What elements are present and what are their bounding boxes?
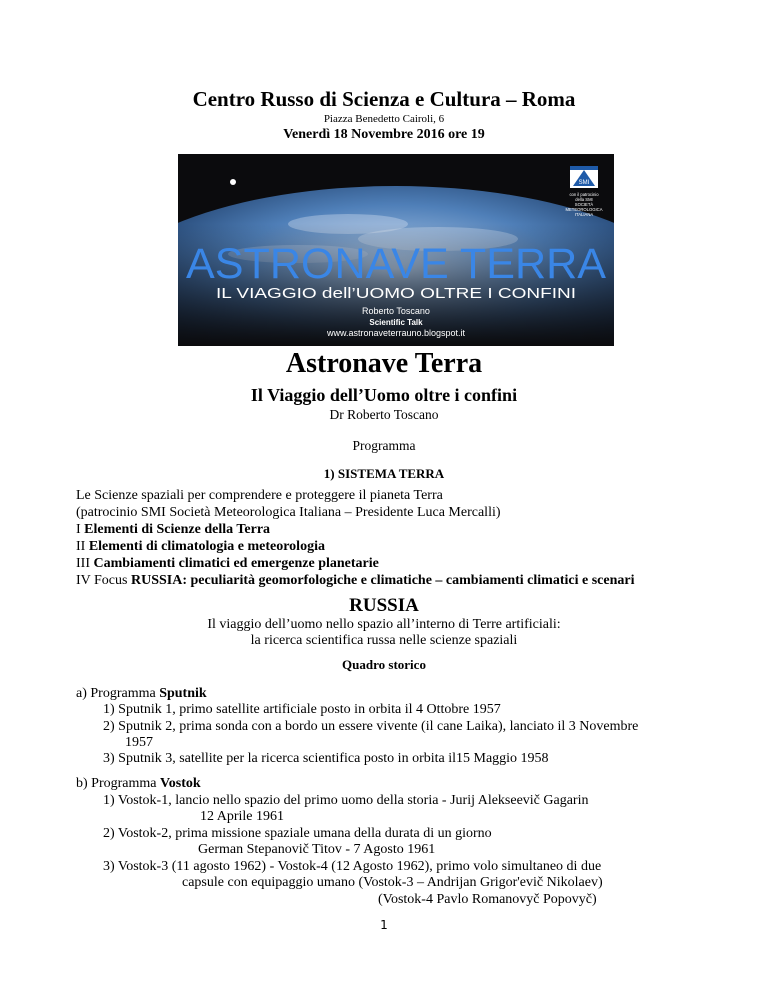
line-text: I (76, 522, 85, 537)
vostok-item-continuation: 12 Aprile 1961 (200, 809, 284, 824)
label-bold: Vostok (159, 776, 201, 791)
vostok-program-label (76, 775, 201, 792)
programma-label: Programma (352, 438, 416, 453)
banner-speaker: Roberto Toscano (362, 306, 430, 316)
address-line: Piazza Benedetto Cairoli, 6 (323, 113, 445, 125)
label-text: b) Programma (76, 776, 160, 791)
banner-url: www.astronaveterrauno.blogspot.it (326, 328, 466, 338)
smi-logo-caption-line: con il patrocinio (569, 192, 599, 197)
line-bold: Elementi di climatologia e meteorologia (88, 539, 325, 554)
russia-intro-line-1: Il viaggio dell’uomo nello spazio all’interno di Terre artificiali: (207, 617, 561, 632)
page-number: 1 (380, 918, 388, 932)
sputnik-item: 1) Sputnik 1, primo satellite artificiale posto in orbita il 4 Ottobre 1957 (103, 702, 501, 717)
event-date: Venerdì 18 Novembre 2016 ore 19 (283, 127, 485, 142)
document-subtitle: Il Viaggio dell’Uomo oltre i confini (250, 385, 518, 405)
sputnik-program-label (76, 685, 207, 702)
line-bold: Elementi di Scienze della Terra (84, 522, 271, 537)
line-text: (patrocinio SMI Società Meteorologica Italiana – Presidente Luca Mercalli) (76, 505, 501, 520)
vostok-item-continuation: German Stepanovič Titov - 7 Agosto 1961 (198, 842, 436, 857)
russia-intro-line-2: la ricerca scientifica russa nelle scienze spaziali (250, 633, 518, 648)
section1-line (76, 555, 634, 572)
vostok-item: 3) Vostok-3 (11 agosto 1962) - Vostok-4 (12 Agosto 1962), primo volo simultaneo di due (103, 859, 602, 874)
label-text: a) Programma (76, 686, 160, 701)
quadro-storico-heading: Quadro storico (342, 657, 426, 672)
author-line: Dr Roberto Toscano (329, 407, 439, 422)
vostok-item: 2) Vostok-2, prima missione spaziale umana della durata di un giorno (103, 826, 492, 841)
section1-line (76, 487, 634, 504)
line-text: IV Focus (76, 573, 131, 588)
smi-logo-caption-line: SOCIETÀ (574, 202, 594, 207)
sputnik-item-continuation: 1957 (125, 735, 153, 750)
section1-lines (76, 487, 634, 589)
smi-logo-caption-line: della SMI (575, 197, 593, 202)
document-title: Astronave Terra (285, 348, 483, 379)
banner-title: ASTRONAVE TERRA (186, 240, 607, 288)
section-heading-sistema-terra: 1) SISTEMA TERRA (323, 466, 445, 481)
smi-logo-caption-line: METEOROLOGICA (565, 207, 603, 212)
line-text: III (76, 556, 94, 571)
russia-heading: RUSSIA (349, 595, 419, 616)
banner-talk: Scientific Talk (369, 318, 423, 327)
organization-heading: Centro Russo di Scienza e Cultura – Roma (192, 87, 576, 111)
line-bold: RUSSIA: peculiarità geomorfologiche e climatiche – cambiamenti climatici e scenari (130, 573, 635, 588)
section1-line (76, 521, 634, 538)
section1-line (76, 504, 634, 521)
vostok-item-continuation: capsule con equipaggio umano (Vostok-3 – Andrijan Grigor'evič Nikolaev) (182, 875, 603, 890)
line-bold: Cambiamenti climatici ed emergenze planetarie (93, 556, 379, 571)
label-bold: Sputnik (159, 686, 207, 701)
vostok-item-continuation: (Vostok-4 Pavlo Romanovyč Popovyč) (378, 892, 597, 907)
sputnik-item: 2) Sputnik 2, prima sonda con a bordo un essere vivente (il cane Laika), lanciato il 3 Novembre (103, 719, 639, 734)
moon-dot (230, 179, 236, 185)
section1-line (76, 572, 634, 589)
event-banner-image (178, 154, 614, 346)
sputnik-item: 3) Sputnik 3, satellite per la ricerca scientifica posto in orbita il15 Maggio 1958 (103, 751, 549, 766)
line-text: Le Scienze spaziali per comprendere e proteggere il pianeta Terra (76, 488, 443, 503)
vostok-item: 1) Vostok-1, lancio nello spazio del primo uomo della storia - Jurij Alekseevič Gagarin (103, 793, 589, 808)
section1-line (76, 538, 634, 555)
banner-subtitle: IL VIAGGIO dell’UOMO OLTRE I CONFINI (216, 285, 576, 302)
smi-logo-caption-line: ITALIANA (574, 212, 594, 217)
smi-logo-text: SMI (578, 180, 590, 186)
line-text: II (76, 539, 89, 554)
